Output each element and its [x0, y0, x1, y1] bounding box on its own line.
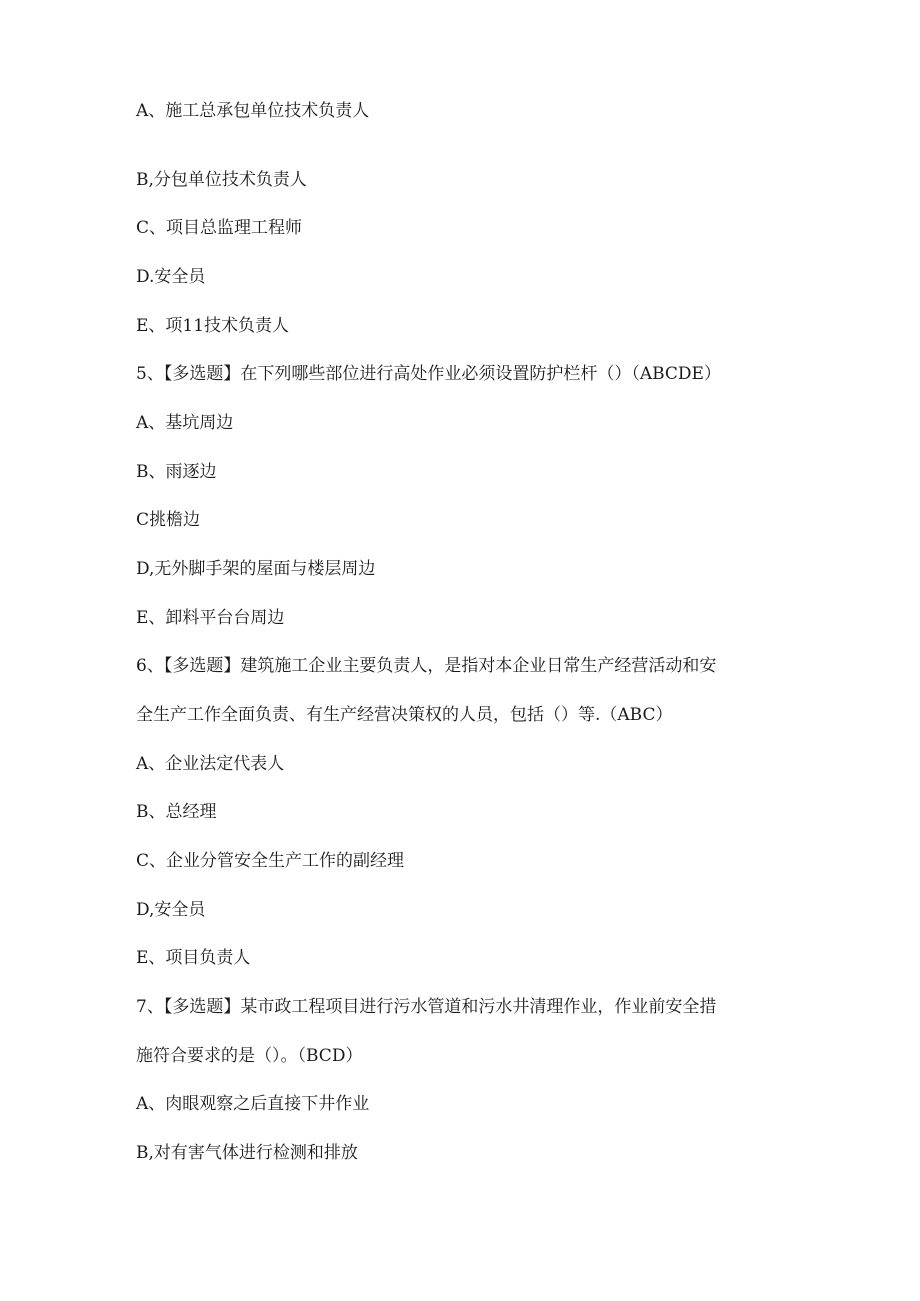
- option-4-a: A、施工总承包单位技术负责人: [136, 101, 370, 121]
- question-6-line-1: 6、【多选题】建筑施工企业主要负责人，是指对本企业日常生产经营活动和安: [136, 656, 717, 676]
- option-4-b: B,分包单位技术负责人: [136, 170, 307, 190]
- option-5-c: C挑檐边: [136, 510, 201, 530]
- option-4-c: C、项目总监理工程师: [136, 218, 303, 238]
- question-7-line-2: 施符合要求的是（）。（BCD）: [136, 1046, 363, 1066]
- option-7-a: A、肉眼观察之后直接下井作业: [136, 1094, 370, 1114]
- option-6-d: D,安全员: [136, 900, 206, 920]
- question-6-line-2: 全生产工作全面负责、有生产经营决策权的人员，包括（）等.（ABC）: [136, 705, 673, 725]
- option-5-b: B、雨逐边: [136, 462, 217, 482]
- option-5-a: A、基坑周边: [136, 413, 234, 433]
- option-6-c: C、企业分管安全生产工作的副经理: [136, 851, 405, 871]
- option-7-b: B,对有害气体进行检测和排放: [136, 1143, 358, 1163]
- option-5-d: D,无外脚手架的屋面与楼层周边: [136, 559, 376, 579]
- option-4-d: D.安全员: [136, 267, 206, 287]
- option-6-b: B、总经理: [136, 802, 217, 822]
- option-4-e: E、项11技术负责人: [136, 316, 290, 336]
- option-6-a: A、企业法定代表人: [136, 754, 285, 774]
- option-5-e: E、卸料平台台周边: [136, 608, 285, 628]
- question-5: 5、【多选题】在下列哪些部位进行高处作业必须设置防护栏杆（）（ABCDE）: [136, 364, 721, 384]
- question-7-line-1: 7、【多选题】某市政工程项目进行污水管道和污水井清理作业，作业前安全措: [136, 997, 717, 1017]
- option-6-e: E、项目负责人: [136, 948, 251, 968]
